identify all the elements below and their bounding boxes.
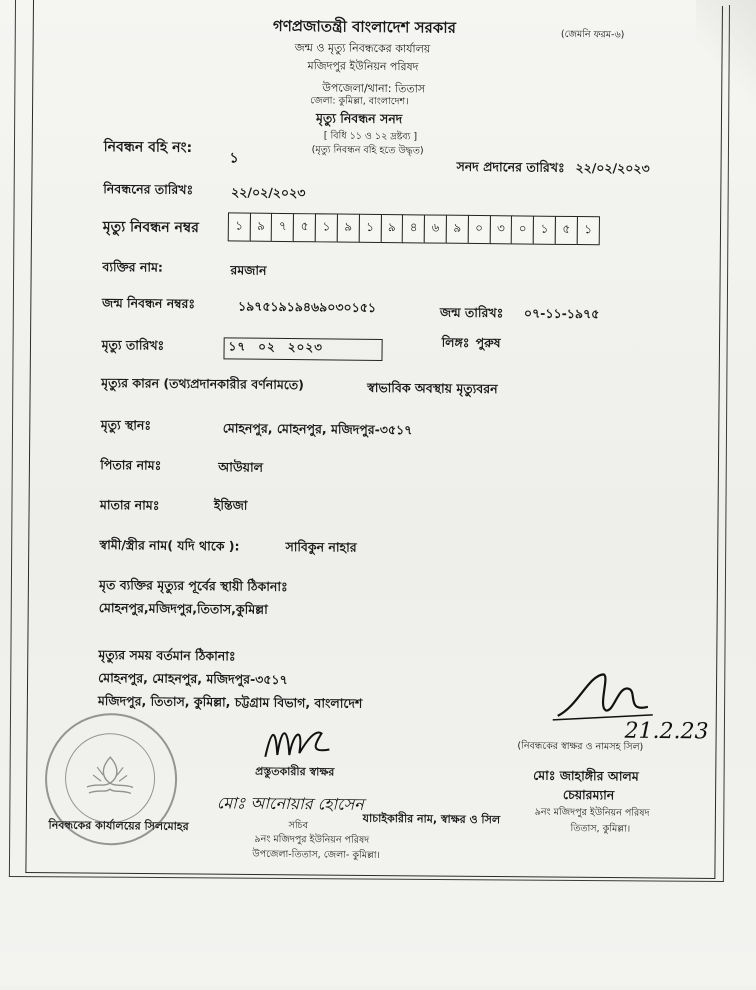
registrar-seal-label: (নিবন্ধকের স্বাক্ষর ও নামসহ সিল) xyxy=(517,740,644,753)
registrar-signature xyxy=(548,666,659,727)
death-month: ০২ xyxy=(258,339,276,354)
spouse-label: স্বামী/স্ত্রীর নাম( যদি থাকে ): xyxy=(99,537,240,554)
mother-value: ইন্তিজা xyxy=(213,497,248,513)
secretary-title: সচিব xyxy=(288,820,309,832)
mother-label: মাতার নামঃ xyxy=(99,497,160,513)
emblem-icon xyxy=(81,753,140,804)
issue-date-value: ২২/০২/২০২৩ xyxy=(575,160,650,176)
district-line: জেলা: কুমিল্লা, বাংলাদেশ। xyxy=(310,95,409,108)
current-address-line1: মোহনপুর, মোহনপুর, মজিদপুর-৩৫১৭ xyxy=(98,670,288,688)
death-year: ২০২৩ xyxy=(287,340,324,355)
chairman-org: ৯নং মজিদপুর ইউনিয়ন পরিষদ xyxy=(534,806,650,819)
death-place-label: মৃত্যু স্থানঃ xyxy=(100,417,152,433)
current-address-label: মৃত্যুর সময় বর্তমান ঠিকানাঃ xyxy=(98,647,236,664)
registration-date-label: নিবন্ধনের তারিখঃ xyxy=(103,181,194,198)
cause-value: স্বাভাবিক অবস্থায় মৃত্যুবরন xyxy=(367,379,498,397)
chairman-title: চেয়ারম্যান xyxy=(562,786,615,803)
death-reg-number xyxy=(229,212,600,245)
reg-digit: ০ xyxy=(467,215,490,244)
registration-date-value: ২২/০২/২০২৩ xyxy=(231,184,306,201)
reg-digit: ১ xyxy=(315,213,338,242)
birth-date-value: ০৭-১১-১৯৭৫ xyxy=(523,305,600,322)
reg-digit: ৯ xyxy=(337,214,360,243)
permanent-address-label: মৃত ব্যক্তির মৃত্যুর পূর্বের স্থায়ী ঠিকানাঃ xyxy=(99,577,288,595)
person-name-value: রমজান xyxy=(230,262,267,278)
chairman-name: মোঃ জাহাঙ্গীর আলম xyxy=(533,767,639,784)
gender-value: পুরুষ xyxy=(475,334,501,351)
birth-reg-label: জন্ম নিবন্ধন নম্বরঃ xyxy=(101,295,196,312)
preparer-label: প্রস্তুতকারীর স্বাক্ষর xyxy=(255,764,335,779)
death-date-label: মৃত্যু তারিখঃ xyxy=(101,337,165,353)
reg-digit: ৯ xyxy=(249,213,272,242)
person-name-label: ব্যক্তির নাম: xyxy=(102,259,164,275)
book-number-value: ১ xyxy=(229,150,239,167)
preparer-signature xyxy=(259,719,339,764)
source-note: (মৃত্যু নিবন্ধন বহি হতে উদ্ধৃত) xyxy=(311,144,424,157)
reg-digit: ৪ xyxy=(402,214,425,243)
death-day: ১৭ xyxy=(228,339,247,354)
current-address-line2: মজিদপুর, তিতাস, কুমিল্লা, চট্টগ্রাম বিভাগ, বাংলাদেশ xyxy=(97,693,363,711)
office-name: জন্ম ও মৃত্যু নিবন্ধকের কার্যালয় xyxy=(294,41,431,56)
gender-label: লিঙ্গঃ xyxy=(441,334,470,350)
reg-digit: ১ xyxy=(533,216,556,245)
reg-digit: ১ xyxy=(358,214,381,243)
form-number: (জেমনি ফরম-৬) xyxy=(560,28,625,41)
rule-reference: [ বিধি ১১ ও ১২ দ্রষ্টব্য ] xyxy=(323,130,418,143)
reg-digit: ৫ xyxy=(555,216,578,245)
reg-digit: ০ xyxy=(511,215,534,244)
upazila-line: উপজেলা/থানা: তিতাস xyxy=(322,81,426,96)
reg-digit: ৬ xyxy=(424,214,447,243)
father-label: পিতার নামঃ xyxy=(100,457,162,473)
death-place-value: মোহনপুর, মোহনপুর, মজিদপুর-৩৫১৭ xyxy=(222,420,413,438)
verifier-label: যাচাইকারীর নাম, স্বাক্ষর ও সিল xyxy=(362,811,501,827)
spouse-value: সাবিকুন নাহার xyxy=(285,539,357,555)
secretary-name: মোঃ আনোয়ার হোসেন xyxy=(216,793,364,814)
reg-digit: ৯ xyxy=(446,215,469,244)
father-value: আউয়াল xyxy=(218,459,264,475)
permanent-address-value: মোহনপুর,মজিদপুর,তিতাস,কুমিল্লা xyxy=(98,600,268,617)
death-date-box xyxy=(223,337,382,361)
book-number-label: নিবন্ধন বহি নং: xyxy=(103,139,193,157)
reg-digit: ৭ xyxy=(271,213,294,242)
certificate-title: মৃত্যু নিবন্ধন সনদ xyxy=(315,110,403,127)
registrar-office-seal-label: নিবন্ধকের কার্যালয়ের সিলমোহর xyxy=(48,818,189,834)
reg-digit: ৫ xyxy=(293,213,316,242)
secretary-org: ৯নং মজিদপুর ইউনিয়ন পরিষদ xyxy=(254,833,370,846)
reg-digit: ৩ xyxy=(489,215,512,244)
reg-digit: ৯ xyxy=(380,214,403,243)
death-reg-label: মৃত্যু নিবন্ধন নম্বর xyxy=(102,219,199,237)
issue-date-label: সনদ প্রদানের তারিখঃ xyxy=(456,158,565,175)
cause-label: মৃত্যুর কারন (তথ্যপ্রদানকারীর বর্ণনামতে) xyxy=(101,375,305,393)
reg-digit: ১ xyxy=(576,216,599,245)
government-title: গণপ্রজাতন্ত্রী বাংলাদেশ সরকার xyxy=(272,16,457,37)
union-name: মজিদপুর ইউনিয়ন পরিষদ xyxy=(307,59,419,74)
reg-digit: ১ xyxy=(228,212,251,241)
chairman-place: তিতাস, কুমিল্লা। xyxy=(570,823,631,835)
official-round-seal xyxy=(44,713,177,846)
registrar-date-handwritten: 21.2.23 xyxy=(624,718,709,745)
birth-reg-value: ১৯৭৫১৯১৯৪৬৯০৩০১৫১ xyxy=(237,298,377,315)
birth-date-label: জন্ম তারিখঃ xyxy=(439,304,504,321)
secretary-place: উপজেলা-তিতাস, জেলা- কুমিল্লা। xyxy=(252,848,380,862)
